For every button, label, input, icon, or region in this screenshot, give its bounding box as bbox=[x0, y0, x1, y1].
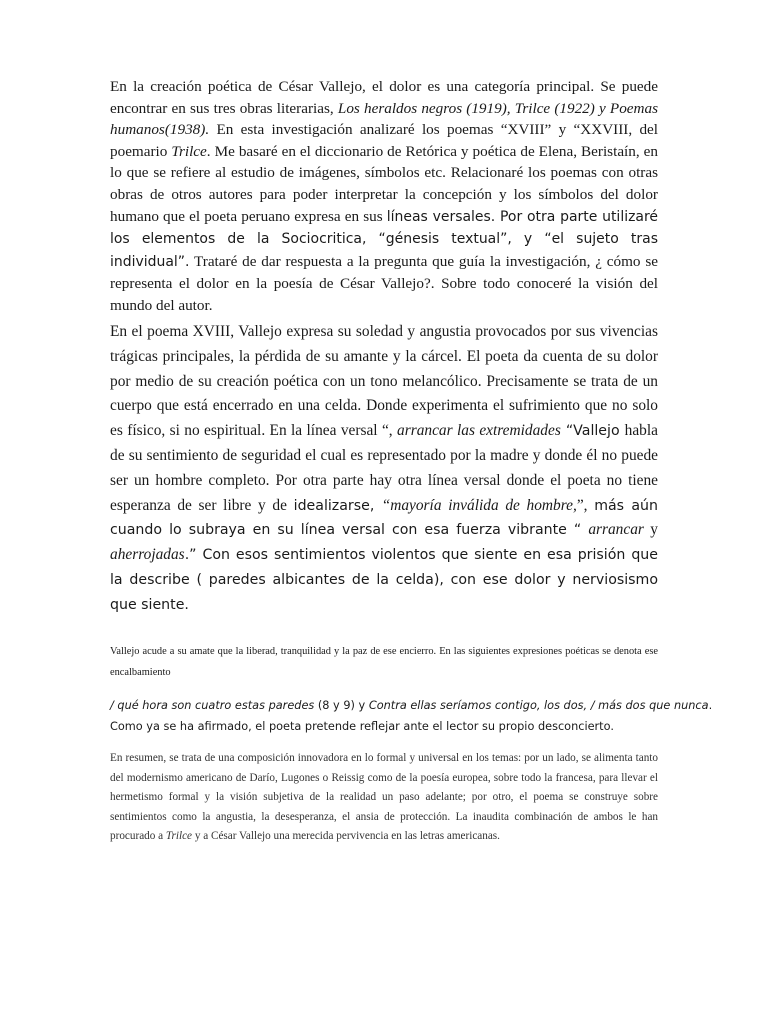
body-text-sans: “Vallejo bbox=[560, 423, 625, 440]
verse-quote-paragraph bbox=[110, 695, 713, 737]
body-text: ”, bbox=[576, 496, 595, 514]
intro-text: Trataré de dar respuesta a la pregunta que guía la investigación, ¿ cómo se representa el dolor en la poesía de César Vallejo?. Sobre todo conoceré la visión del mundo del autor. bbox=[110, 252, 658, 314]
intro-paragraph bbox=[110, 76, 658, 317]
verse-quote: Contra ellas seríamos contigo, los dos, / más dos que nunca bbox=[368, 699, 709, 712]
summary-text: y a César Vallejo una merecida pervivencia en las letras americanas. bbox=[192, 830, 500, 842]
quoted-verse: arrancar las extremidades bbox=[397, 422, 561, 440]
intro-text: En esta investigación analizaré los poemas “XVIII” y “XXVIII, del poemario bbox=[110, 121, 658, 160]
verse-commentary: Como ya se ha afirmado, el poeta pretende reflejar ante el lector su propio desconcierto. bbox=[110, 720, 614, 733]
summary-paragraph bbox=[110, 749, 658, 847]
quoted-verse: arrancar bbox=[588, 521, 644, 539]
intro-text-sans: líneas versales. Por otra parte utilizaré los elementos de la Sociocritica, “génesis textual”, y “el sujeto tras individual”. bbox=[110, 208, 658, 270]
small-paragraph: Vallejo acude a su amate que la liberad, tranquilidad y la paz de ese encierro. En las siguientes expresiones poéticas se denota ese encalbamiento bbox=[110, 646, 658, 678]
quoted-verse: aherrojadas bbox=[110, 546, 185, 564]
intro-text: . Me basaré en el diccionario de Retórica y poética de Elena, Beristaín, en lo que se refiere al estudio de imágenes, símbolos etc. Relacionaré los poemas con otras obras de otros autores para poder interpretar la concepción y los símbolos del dolor humano que el poeta peruano expresa en sus bbox=[110, 142, 658, 225]
poem-xviii-paragraph bbox=[110, 320, 658, 618]
works-title: Los heraldos negros (1919), Trilce (1922) y Poemas humanos(1938). bbox=[110, 99, 658, 139]
verse-period: . bbox=[708, 699, 713, 712]
verse-quote: / qué hora son cuatro estas paredes bbox=[110, 699, 318, 712]
summary-text: En resumen, se trata de una composición innovadora en lo formal y universal en los temas: por un lado, se alimenta tanto del modernismo americano de Darío, Lugones o Reissig como de la poesía europea, sobre todo la francesa, para llevar el hermetismo formal y la visión subjetiva de la realidad un paso adelante; por otro, el poema se construye sobre sentimientos como la angustia, la desesperanza, el ansia de protección. La inaudita combinación de ambos le han procurado a bbox=[110, 752, 658, 842]
verse-numbers: (8 y 9) y bbox=[317, 699, 369, 712]
intro-text: En la creación poética de César Vallejo, el dolor es una categoría principal. Se puede encontrar en sus tres obras literarias, bbox=[110, 78, 658, 117]
quoted-verse: “mayoría inválida de hombre, bbox=[381, 496, 577, 514]
trilce-title: Trilce bbox=[165, 830, 193, 842]
body-text-sans: idealizarse, bbox=[293, 497, 382, 514]
body-text-sans: Con esos sentimientos violentos que siente en esa prisión que la describe ( paredes albicantes de la celda), con ese dolor y nerviosismo que siente. bbox=[110, 547, 658, 613]
body-text: habla de su sentimiento de seguridad el cual es representado por la madre y donde él no puede ser un hombre completo. Por otra parte hay otra línea versal donde el poeta no tiene esperanza de ser libre y de bbox=[110, 422, 658, 514]
body-text-sans: .” bbox=[184, 547, 203, 564]
body-text-sans: más aún cuando lo subraya en su línea versal con esa fuerza vibrante “ bbox=[110, 497, 658, 539]
body-text: y bbox=[643, 521, 658, 539]
body-text: En el poema XVIII, Vallejo expresa su soledad y angustia provocados por sus vivencias trágicas principales, la pérdida de su amante y la cárcel. El poeta da cuenta de su dolor por medio de su creación poética con un tono melancólico. Precisamente se trata de un cuerpo que está encerrado en una celda. Donde experimenta el sufrimiento que no solo es físico, si no espiritual. En la línea versal “, bbox=[110, 323, 658, 440]
trilce-title: Trilce bbox=[171, 142, 207, 160]
